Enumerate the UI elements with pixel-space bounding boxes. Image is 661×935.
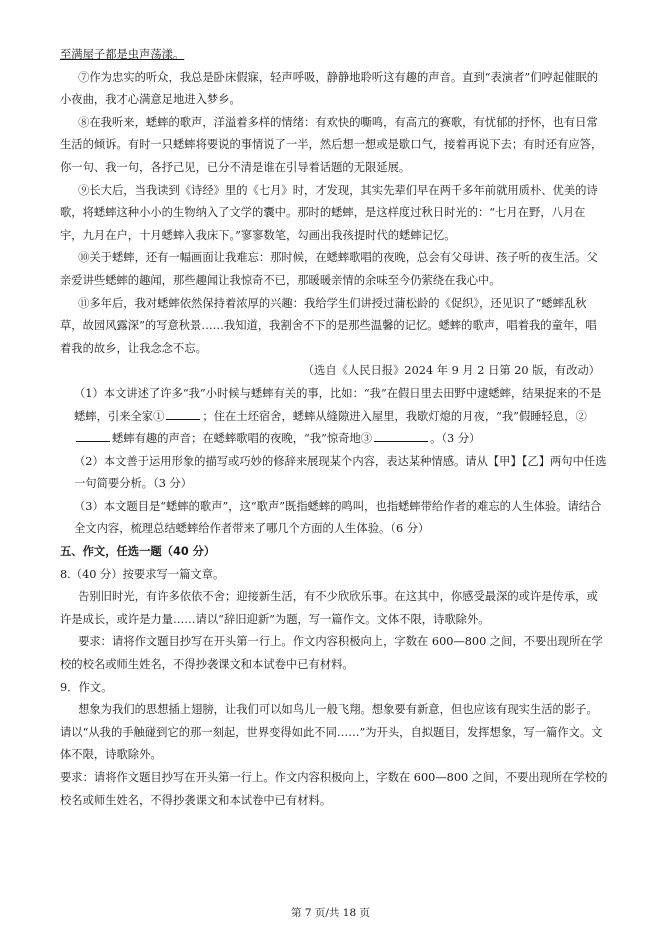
- paragraph-11: ⑪多年后，我对蟋蟀依然保持着浓厚的兴趣：我给学生们讲授过蒲松龄的《促织》，还见识了“蟋蟀乱秋草，故园风露深”的写意秋景……我知道，我割舍不下的是那些温馨的记忆。蟋蟀的歌声，唱着我的童年，唱着我的故乡，让我念念不忘。: [60, 296, 597, 355]
- question-8-requirements: 要求：请将作文题目抄写在开头第一行上。作文内容积极向上，字数在 600—800 之间，不要出现所在学校的校名或师生姓名，不得抄袭课文和本试卷中已有材料。: [60, 635, 603, 672]
- question-2: （2）本文善于运用形象的描写或巧妙的修辞来展现某个内容，表达某种情感。请从【甲】【乙】两句中任选一句简要分析。（3 分）: [74, 454, 607, 491]
- question-3: （3）本文题目是“蟋蟀的歌声”，这“歌声”既指蟋蟀的鸣叫，也指蟋蟀带给作者的难忘的人生体验。请结合全文内容，梳理总结蟋蟀给作者带来了哪几个方面的人生体验。（6 分）: [74, 499, 602, 536]
- page-number: 第 7 页/共 18 页: [291, 907, 370, 919]
- page-content: [60, 44, 608, 812]
- paragraph-9: ⑨长大后，当我读到《诗经》里的《七月》时，才发现，其实先辈们早在两千多年前就用质朴、优美的诗歌，将蟋蟀这种小小的生物纳入了文学的囊中。那时的蟋蟀，是这样度过秋日时光的：“七月在野，八月在宇，九月在户，十月蟋蟀入我床下。”寥寥数笔，勾画出我孩提时代的蟋蟀记忆。: [60, 183, 598, 242]
- question-8-prompt: 告别旧时光，有许多依依不舍；迎接新生活，有不少欣欣乐事。在这其中，你感受最深的或许是传承，或许是成长，或许是力量……请以“辞旧迎新”为题，写一篇作文。文体不限，诗歌除外。: [60, 590, 598, 626]
- paragraph-7: ⑦作为忠实的听众，我总是卧床假寐，轻声呼吸，静静地聆听这有趣的声音。直到“表演者”们哼起催眠的小夜曲，我才心满意足地进入梦乡。: [60, 70, 598, 107]
- source-citation: （选自《人民日报》2024 年 9 月 2 日第 20 版，有改动）: [302, 364, 600, 378]
- question-9-requirements: 要求：请将作文题目抄写在开头第一行上。作文内容积极向上，字数在 600—800 之间，不要出现所在学校的校名或师生姓名，不得抄袭课文和本试卷中已有材料。: [60, 771, 608, 807]
- section-title-composition: 五、作文，任选一题（40 分）: [60, 545, 216, 559]
- answer-blank-1[interactable]: [166, 406, 200, 420]
- question-1: [60, 383, 608, 451]
- paragraph-8: ⑧在我听来，蟋蟀的歌声，洋溢着多样的情绪：有欢快的嘶鸣，有高亢的赛歌，有忧郁的抒怀，也有日常生活的倾诉。有时一只蟋蟀将要说的事情说了一半，然后想一想或是歇口气，接着再说下去；有时还有应答，你一句、我一句，各抒己见，已分不清是谁在引导着话题的无限延展。: [60, 115, 603, 174]
- question-8-heading: 8.（40 分）按要求写一篇文章。: [60, 567, 225, 581]
- question-1-part-c: 蟋蟀有趣的声音；在蟋蟀歌唱的夜晚，“我”惊奇地③: [112, 432, 373, 446]
- question-1-part-a: （1）本文讲述了许多“我”小时候与蟋蟀有关的事，比如：“我”在假日里去田野中逮蟋蟀，结果捉来的不是蟋蟀，引来全家①: [74, 386, 602, 423]
- answer-blank-3[interactable]: [374, 428, 428, 442]
- paragraph-10: ⑩关于蟋蟀，还有一幅画面让我难忘：那时候，在蟋蟀歌唱的夜晚，总会有父母讲、孩子听的夜生活。父亲爱讲些蟋蟀的趣闻，那些趣闻让我惊奇不已，那暖暖亲情的余味至今仍萦绕在我心中。: [60, 251, 598, 287]
- answer-blank-2[interactable]: [76, 428, 110, 442]
- question-1-part-b: ；住在土坯宿舍，蟋蟀从缝隙进入屋里，我歇灯熄的月夜，“我”假睡轻息，②: [202, 409, 587, 423]
- paragraph-continued: 至满屋子都是虫声荡漾。: [60, 48, 185, 61]
- question-1-part-d: 。（3 分）: [430, 432, 481, 446]
- question-9-heading: 9．作文。: [60, 680, 113, 694]
- question-9-prompt: 想象为我们的思想插上翅膀，让我们可以如鸟儿一般飞翔。想象要有新意，但也应该有现实生活的影子。请以“从我的手触碰到它的那一刻起，世界变得如此不同……”为开头，自拟题目，发挥想象，写一篇作文。文体不限，诗歌除外。: [60, 703, 603, 762]
